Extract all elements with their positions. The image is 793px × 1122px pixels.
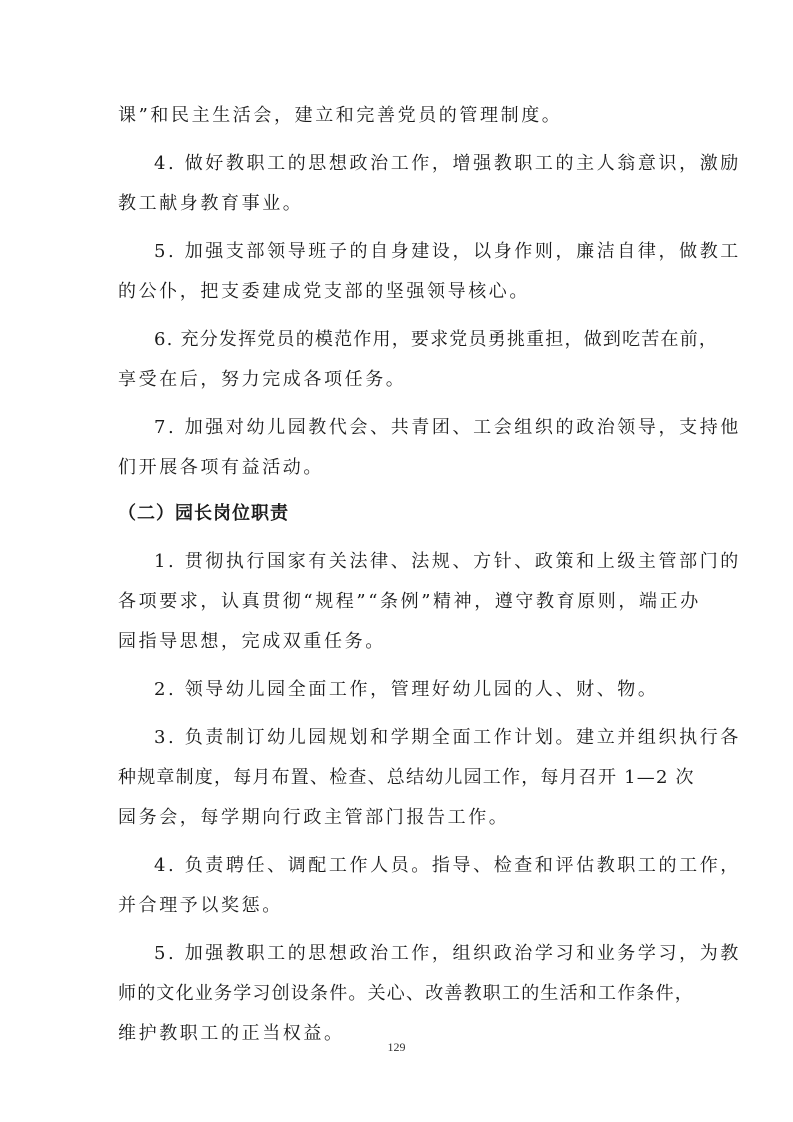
list-item — [118, 144, 741, 224]
page-number: 129 — [387, 1040, 406, 1054]
list-item — [118, 320, 719, 400]
paragraph-line: 种规章制度，每月布置、检查、总结幼儿园工作，每月召开 1—2 次 — [118, 767, 695, 788]
paragraph-line: 园务会，每学期向行政主管部门报告工作。 — [118, 807, 510, 828]
paragraph-line: 园指导思想，完成双重任务。 — [118, 631, 386, 652]
paragraph-line: 4. 做好教职工的思想政治工作，增强教职工的主人翁意识，激励 — [154, 153, 741, 174]
paragraph-line: 5. 加强教职工的思想政治工作，组织政治学习和业务学习，为教 — [154, 943, 741, 964]
paragraph-line: 师的文化业务学习创设条件。关心、改善教职工的生活和工作条件， — [118, 983, 694, 1004]
list-item — [118, 934, 741, 1054]
paragraph-line: 的公仆，把支委建成党支部的坚强领导核心。 — [118, 281, 530, 302]
list-item — [118, 718, 741, 838]
document-body — [118, 96, 741, 1054]
paragraph-line: 维护教职工的正当权益。 — [118, 1023, 345, 1044]
paragraph-line: 6. 充分发挥党员的模范作用，要求党员勇挑重担，做到吃苦在前， — [154, 329, 719, 350]
paragraph-line: 4. 负责聘任、调配工作人员。指导、检查和评估教职工的工作， — [154, 855, 741, 876]
list-item — [118, 670, 678, 710]
paragraph-line: 1. 贯彻执行国家有关法律、法规、方针、政策和上级主管部门的 — [154, 551, 741, 572]
paragraph-line: 教工献身教育事业。 — [118, 193, 304, 214]
list-item — [118, 542, 741, 662]
list-item — [118, 232, 741, 312]
paragraph-line: 2. 领导幼儿园全面工作，管理好幼儿园的人、财、物。 — [154, 679, 659, 700]
paragraph-line: 课”和民主生活会，建立和完善党员的管理制度。 — [118, 105, 563, 126]
list-item — [118, 846, 741, 926]
paragraph-line: 各项要求，认真贯彻“规程”“条例”精神，遵守教育原则，端正办 — [118, 591, 701, 612]
paragraph-line: 3. 负责制订幼儿园规划和学期全面工作计划。建立并组织执行各 — [154, 727, 741, 748]
paragraph-line: 5. 加强支部领导班子的自身建设，以身作则，廉洁自律，做教工 — [154, 241, 741, 262]
paragraph-line: 7. 加强对幼儿园教代会、共青团、工会组织的政治领导，支持他 — [154, 417, 741, 438]
paragraph-line: 们开展各项有益活动。 — [118, 457, 324, 478]
section-heading: （二）园长岗位职责 — [118, 503, 289, 524]
list-item — [118, 408, 741, 488]
paragraph-line: 享受在后，努力完成各项任务。 — [118, 369, 407, 390]
paragraph-line: 并合理予以奖惩。 — [118, 895, 283, 916]
